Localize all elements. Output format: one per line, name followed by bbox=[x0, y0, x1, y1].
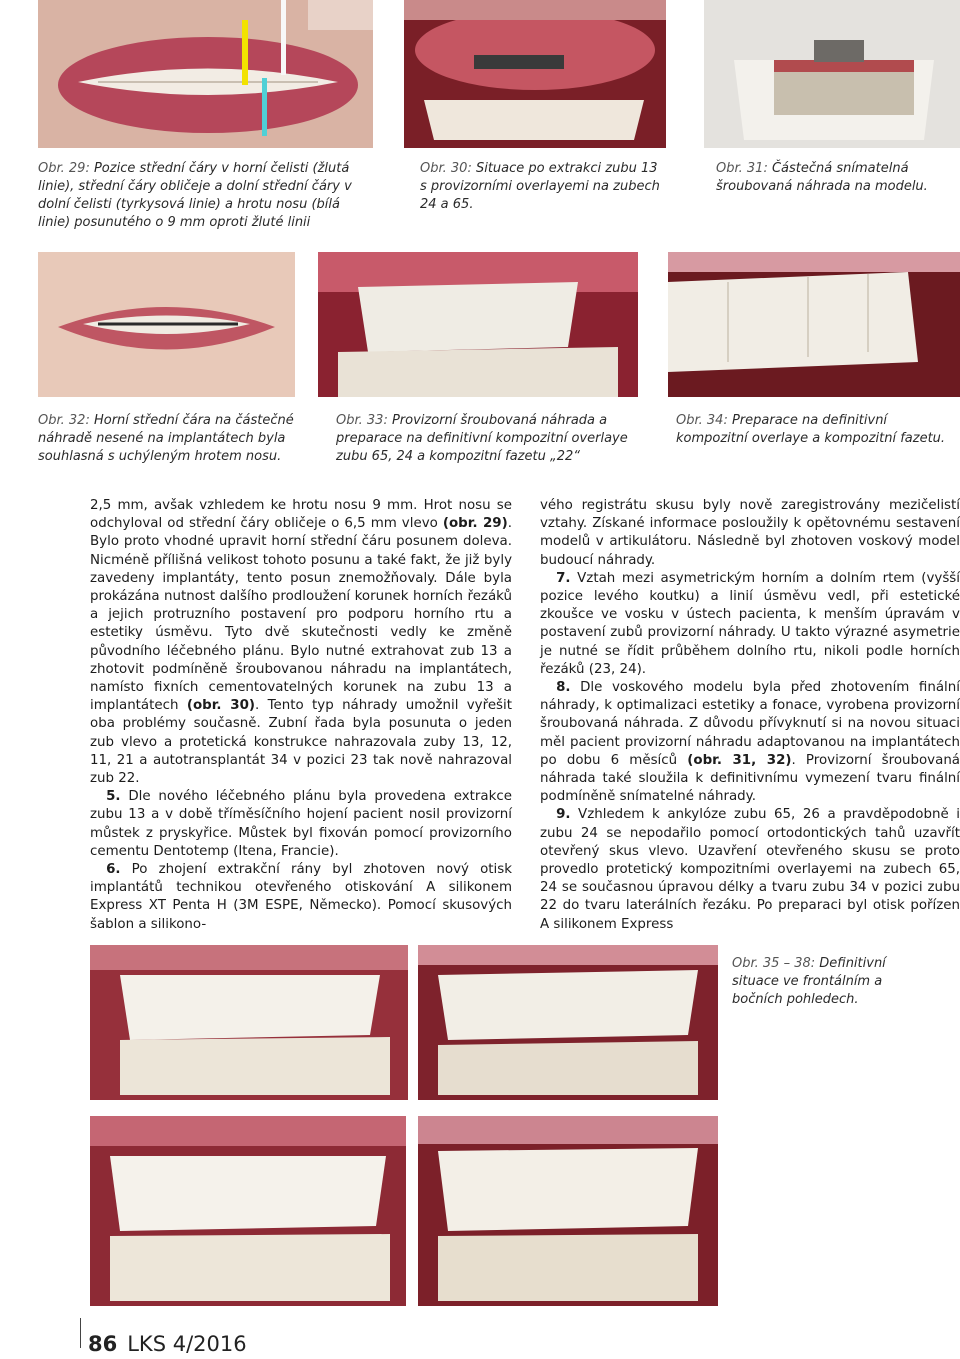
numbered-paragraph bbox=[540, 806, 960, 933]
caption-obr-31 bbox=[716, 160, 946, 196]
caption-obr-30 bbox=[420, 160, 660, 214]
caption-label: Obr. 31: bbox=[716, 161, 768, 176]
figure-ref: (obr. 29) bbox=[442, 516, 508, 532]
caption-obr-29 bbox=[38, 160, 373, 232]
paragraph bbox=[540, 497, 960, 570]
step-number: 5. bbox=[106, 789, 121, 805]
caption-label: Obr. 35 – 38: bbox=[732, 956, 816, 971]
page-number: 86 bbox=[88, 1332, 118, 1356]
photo-32-smile bbox=[38, 252, 295, 397]
photo-37-frontal-smile bbox=[90, 1116, 406, 1306]
body-column-right bbox=[540, 497, 960, 934]
body-column-left bbox=[90, 497, 512, 934]
numbered-paragraph bbox=[90, 788, 512, 861]
text-run: Dle voskového modelu byla před zhotovením finální náhrady, k optimalizaci estetiky a fonace, vyrobena provizorní šroubovaná náhrada. Z důvodu přívyknutí si na novou situaci měl pacient provizorní náhradu adaptovanou na implantátech po dobu 6 měsíců bbox=[540, 680, 960, 768]
footer-rule bbox=[80, 1318, 81, 1348]
caption-obr-35-38 bbox=[732, 955, 892, 1009]
step-number: 7. bbox=[556, 570, 571, 586]
photo-30-extraction-situation bbox=[404, 0, 666, 148]
text-run: 2,5 mm, avšak vzhledem ke hrotu nosu 9 mm. Hrot nosu se odchyloval od střední čáry obličeje o 6,5 mm vlevo bbox=[90, 498, 512, 532]
photo-33-provisional-bridge bbox=[318, 252, 638, 397]
caption-text: Horní střední čára na částečné náhradě nesené na implantátech byla souhlasná s uchýleným hrotem nosu. bbox=[38, 413, 294, 464]
caption-text: Pozice střední čáry v horní čelisti (žlutá linie), střední čáry obličeje a dolní střední čáry v dolní čelisti (tyrkysová linie) a hrotu nosu (bílá linie) posunutého o 9 mm oproti žluté linii bbox=[38, 161, 352, 230]
caption-obr-32 bbox=[38, 412, 300, 466]
caption-text: Definitivní situace ve frontálním a bočních pohledech. bbox=[732, 956, 886, 1007]
caption-text: Situace po extrakci zubu 13 s provizorními overlayemi na zubech 24 a 65. bbox=[420, 161, 660, 212]
numbered-paragraph bbox=[540, 679, 960, 806]
numbered-paragraph bbox=[540, 570, 960, 679]
text-run: . Bylo proto vhodné upravit horní střední čáru posunem doleva. Nicméně přílišná velikost tohoto posunu a také fakt, že již byly zavedeny implantáty, tento posun znemožňovaly. Dále byla prokázána nutnost dalšího prodloužení korunek horních řezáků a jejich protruzního postavení pro podporu horního rtu a estetiky úsměvu. Tyto dvě skutečnosti vedly ke změně původního léčebného plánu. Bylo nutné extrahovat zub 13 a zhotovit podmíněně šroubovanou náhradu na implantátech, namísto fixních cementovatelných korunek na zubu 13 a implantátech bbox=[90, 516, 512, 714]
caption-label: Obr. 33: bbox=[336, 413, 388, 428]
page-footer bbox=[88, 1332, 247, 1356]
caption-obr-34 bbox=[676, 412, 956, 448]
caption-obr-33 bbox=[336, 412, 636, 466]
text-run: Po zhojení extrakční rány byl zhotoven nový otisk implantátů technikou otevřeného otiskování A silikonem Express XT Penta H (3M ESPE, Německo). Pomocí skusových šablon a silikono- bbox=[90, 862, 512, 932]
caption-label: Obr. 34: bbox=[676, 413, 728, 428]
numbered-paragraph bbox=[90, 861, 512, 934]
figure-ref: (obr. 31, 32) bbox=[687, 752, 792, 768]
photo-35-frontal-closed bbox=[90, 945, 408, 1100]
photo-29-midline-lips bbox=[38, 0, 373, 148]
text-run: Vztah mezi asymetrickým horním a dolním rtem (vyšší pozice levého koutku) a linií úsměvu vedl, při estetické zkoušce ve vosku v ústech pacienta, k menším úpravám v postavení zubů provizorní náhrady. U takto výrazné asymetrie je nutné se řídit průběhem dolního rtu, nikoli podle horních řezáků (23, 24). bbox=[540, 570, 960, 677]
step-number: 9. bbox=[556, 807, 571, 823]
journal-issue: LKS 4/2016 bbox=[127, 1332, 247, 1356]
caption-label: Obr. 30: bbox=[420, 161, 472, 176]
figure-ref: (obr. 30) bbox=[186, 698, 256, 714]
caption-label: Obr. 32: bbox=[38, 413, 90, 428]
photo-36-lateral bbox=[418, 945, 718, 1100]
caption-label: Obr. 29: bbox=[38, 161, 90, 176]
photo-34-preparation bbox=[668, 252, 960, 397]
caption-text: Preparace na definitivní kompozitní overlaye a kompozitní fazetu. bbox=[676, 413, 946, 446]
step-number: 8. bbox=[556, 680, 571, 696]
paragraph bbox=[90, 497, 512, 788]
step-number: 6. bbox=[106, 862, 121, 878]
text-run: Vzhledem k ankylóze zubu 65, 26 a pravděpodobně i zubu 24 se nepodařilo pomocí ortodontických tahů uzavřít otevřený skus vlevo. Uzavření otevřeného skusu se proto provedlo protetický kompozitními overlayemi na zubech 65, 24 se současnou úpravou délky a tvaru zubu 34 v pozici zubu 22 do tvaru laterálních řezáku. Po preparaci byl otisk pořízen A silikonem Express bbox=[540, 807, 960, 932]
text-run: vého registrátu skusu byly nově zaregistrovány mezičelistí vztahy. Získané informace posloužily k opětovnému sestavení modelů v artikulátoru. Následně byl zhotoven voskový model budoucí náhrady. bbox=[540, 498, 960, 568]
text-run: . Provizorní šroubovaná náhrada také sloužila k definitivnímu vymezení tvaru finální podmíněně snímatelné náhrady. bbox=[540, 752, 960, 805]
caption-text: Provizorní šroubovaná náhrada a preparace na definitivní kompozitní overlaye zubu 65, 24 a kompozitní fazetu „22“ bbox=[336, 413, 628, 464]
text-run: . Tento typ náhrady umožnil vyřešit oba problémy současně. Zubní řada byla posunuta o jeden zub vlevo a protetická konstrukce nahrazovala zuby 13, 12, 11, 21 a autotransplantát 34 v pozici 23 tak nově nahrazoval zub 22. bbox=[90, 698, 513, 787]
text-run: Dle nového léčebného plánu byla provedena extrakce zubu 13 a v době tříměsíčního hojení pacient nosil provizorní můstek z pryskyřice. Můstek byl fixován pomocí provizorního cementu Dentotemp (Itena, Francie). bbox=[90, 789, 512, 859]
photo-31-model bbox=[704, 0, 960, 148]
photo-38-lateral bbox=[418, 1116, 718, 1306]
caption-text: Částečná snímatelná šroubovaná náhrada na modelu. bbox=[716, 161, 928, 194]
